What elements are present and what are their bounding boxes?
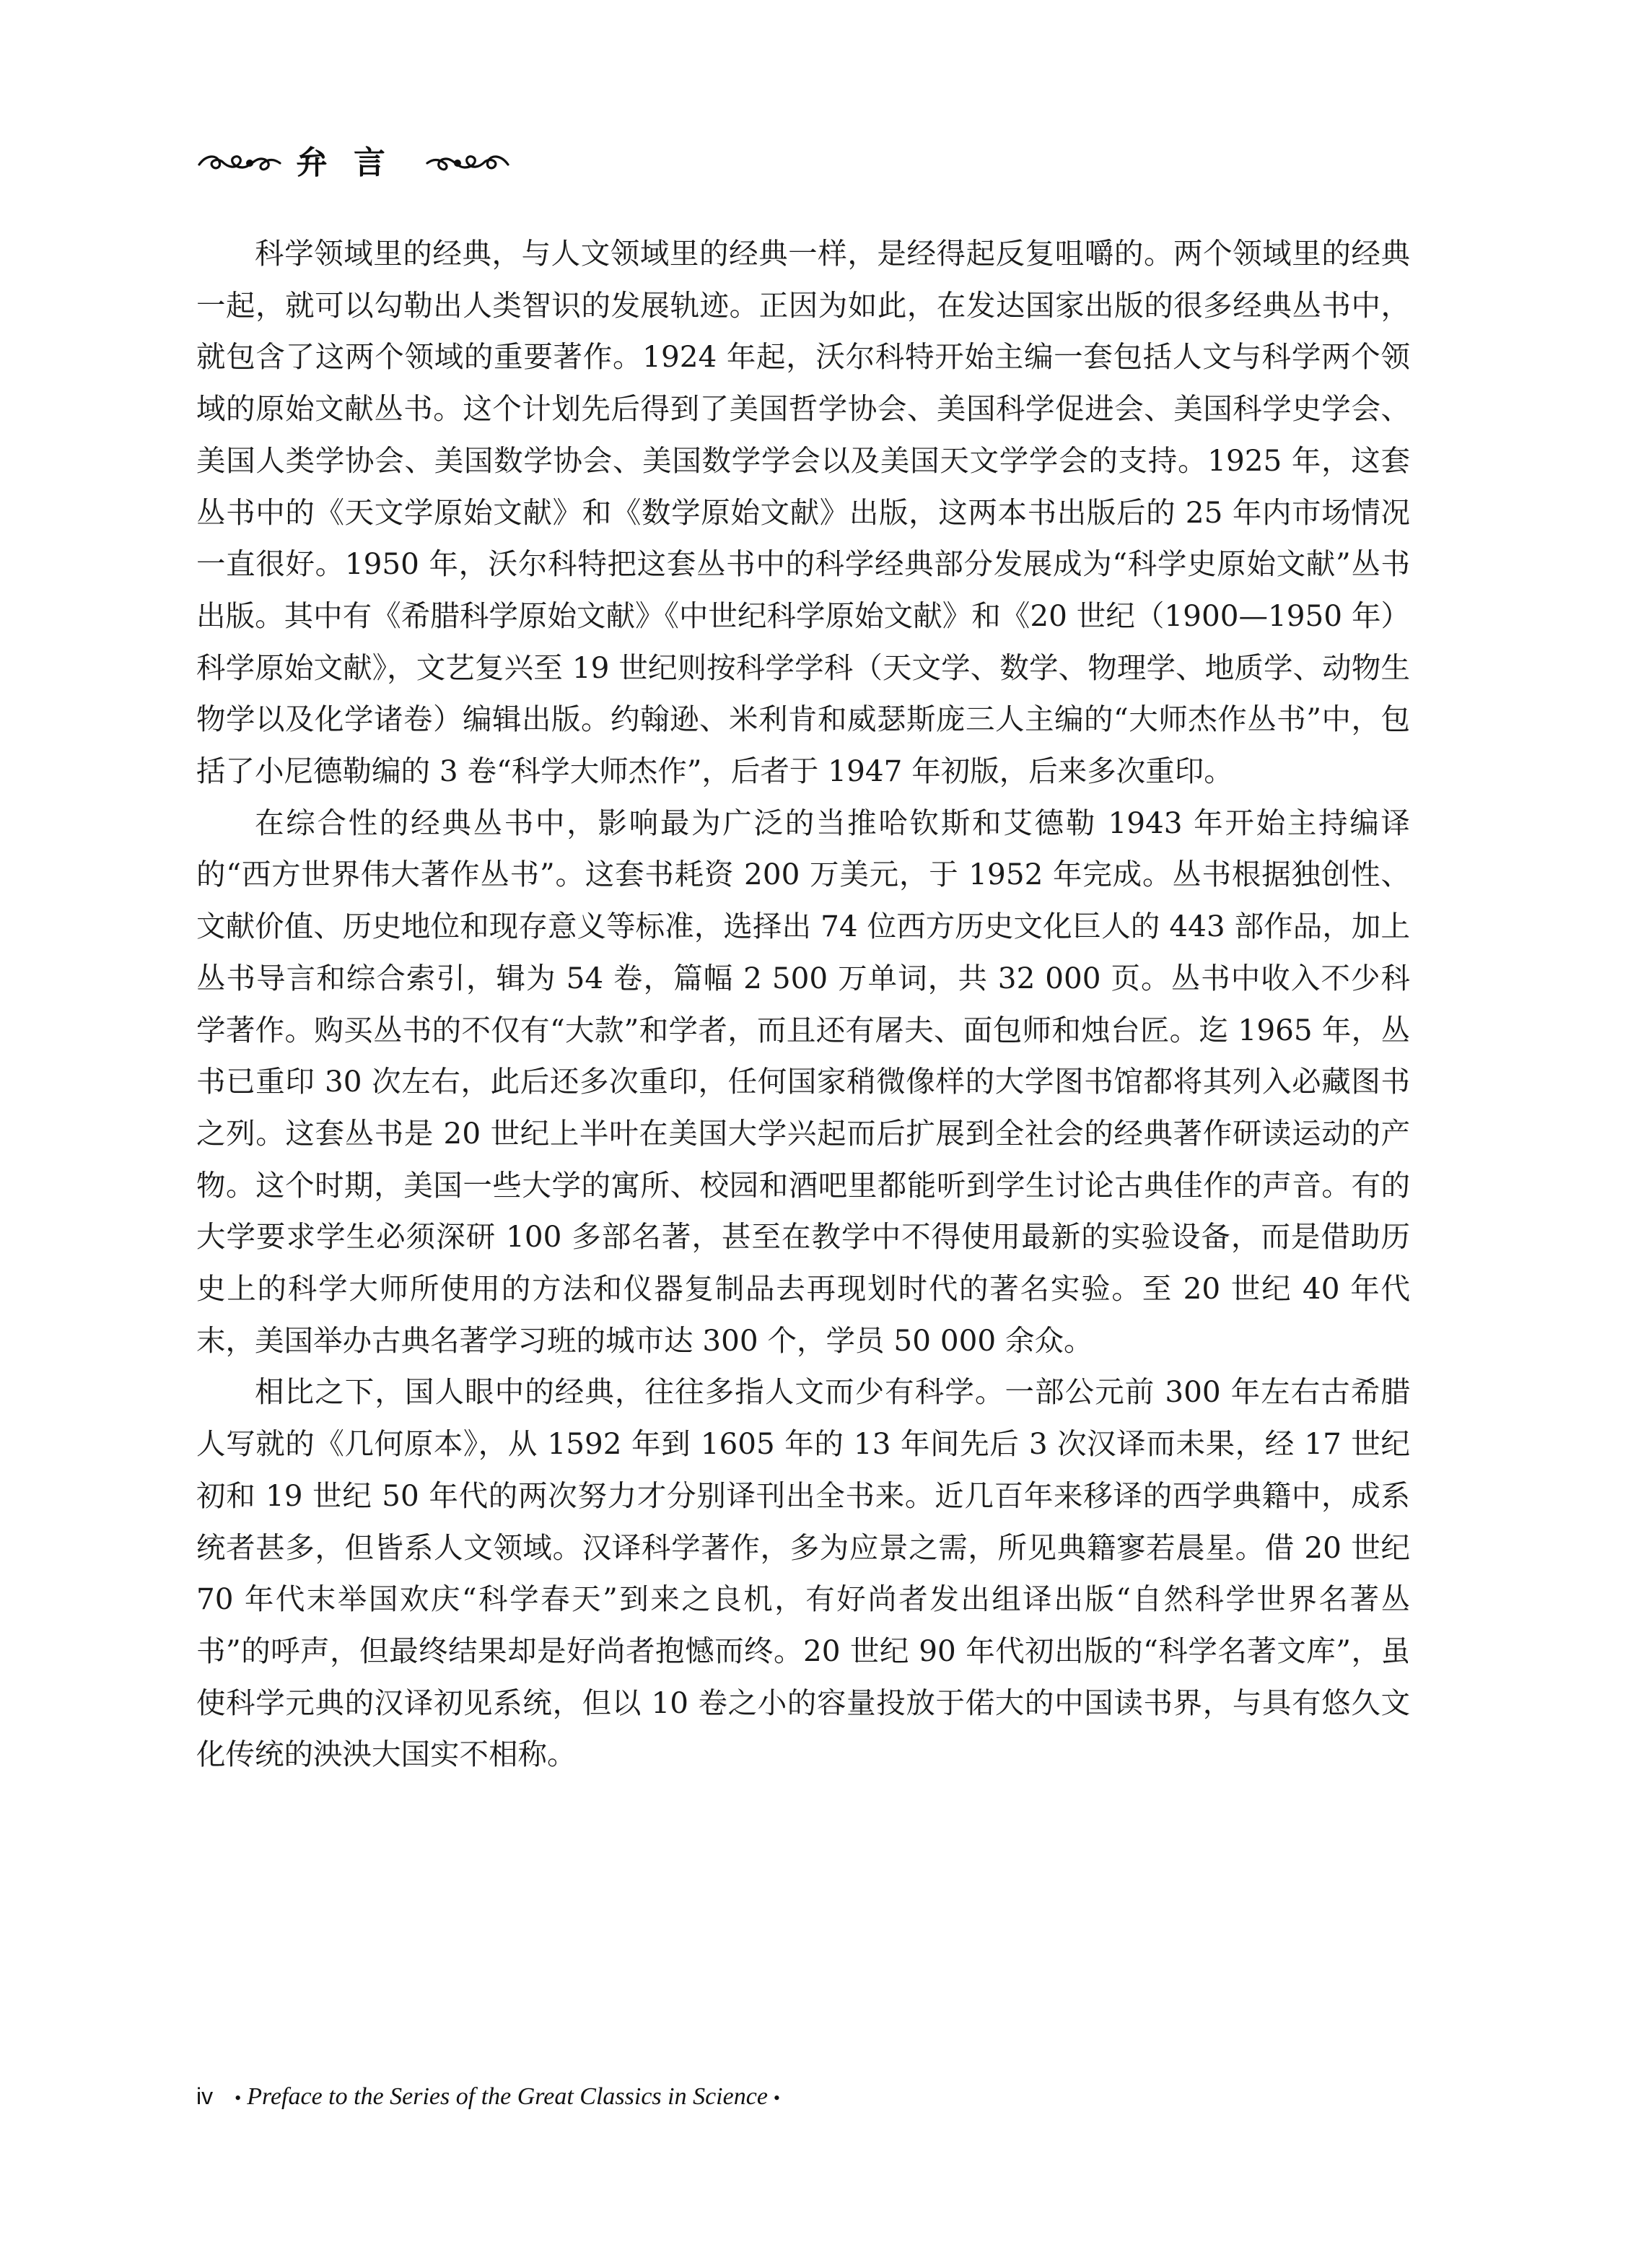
paragraph: 相比之下，国人眼中的经典，往往多指人文而少有科学。一部公元前 300 年左右古希腊人写就的《几何原本》，从 1592 年到 1605 年的 13 年间先后 3 次汉译而未果，经 17 世纪初和 19 世纪 50 年代的两次努力才分别译刊出全书来。近几百年来移译的西学典籍中，成系统者甚多，但皆系人文领域。汉译科学著作，多为应景之需，所见典籍寥若晨星。借 20 世纪 70 年代末举国欢庆“科学春天”到来之良机，有好尚者发出组译出版“自然科学世界名著丛书”的呼声，但最终结果却是好尚者抱憾而终。20 世纪 90 年代初出版的“科学名著文库”，虽使科学元典的汉译初见系统，但以 10 卷之小的容量投放于偌大的中国读书界，与具有悠久文化传统的泱泱大国实不相称。 — [196, 1374, 1410, 1772]
right-ornament-icon — [424, 149, 511, 178]
chapter-header — [196, 141, 511, 185]
paragraph: 在综合性的经典丛书中，影响最为广泛的当推哈钦斯和艾德勒 1943 年开始主持编译的“西方世界伟大著作丛书”。这套书耗资 200 万美元，于 1952 年完成。丛书根据独创性、文献价值、历史地位和现存意义等标准，选择出 74 位西方历史文化巨人的 443 部作品，加上丛书导言和综合索引，辑为 54 卷，篇幅 2 500 万单词，共 32 000 页。丛书中收入不少科学著作。购买丛书的不仅有“大款”和学者，而且还有屠夫、面包师和烛台匠。迄 1965 年，丛书已重印 30 次左右，此后还多次重印，任何国家稍微像样的大学图书馆都将其列入必藏图书之列。这套丛书是 20 世纪上半叶在美国大学兴起而后扩展到全社会的经典著作研读运动的产物。这个时期，美国一些大学的寓所、校园和酒吧里都能听到学生讨论古典佳作的声音。有的大学要求学生必须深研 100 多部名著，甚至在教学中不得使用最新的实验设备，而是借助历史上的科学大师所使用的方法和仪器复制品去再现划时代的著名实验。至 20 世纪 40 年代末，美国举办古典名著学习班的城市达 300 个，学员 50 000 余众。 — [196, 805, 1410, 1358]
bullet-left: • — [235, 2088, 242, 2108]
body-text — [196, 228, 1410, 1781]
left-ornament-icon — [196, 149, 283, 178]
page-footer — [196, 2079, 780, 2116]
chapter-title: 弁言 — [296, 144, 411, 181]
running-title: Preface to the Series of the Great Classics in Science — [247, 2083, 768, 2110]
bullet-right: • — [773, 2088, 781, 2108]
paragraph: 科学领域里的经典，与人文领域里的经典一样，是经得起反复咀嚼的。两个领域里的经典一起，就可以勾勒出人类智识的发展轨迹。正因为如此，在发达国家出版的很多经典丛书中，就包含了这两个领域的重要著作。1924 年起，沃尔科特开始主编一套包括人文与科学两个领域的原始文献丛书。这个计划先后得到了美国哲学协会、美国科学促进会、美国科学史学会、美国人类学协会、美国数学协会、美国数学学会以及美国天文学学会的支持。1925 年，这套丛书中的《天文学原始文献》和《数学原始文献》出版，这两本书出版后的 25 年内市场情况一直很好。1950 年，沃尔科特把这套丛书中的科学经典部分发展成为“科学史原始文献”丛书出版。其中有《希腊科学原始文献》《中世纪科学原始文献》和《20 世纪（1900—1950 年）科学原始文献》，文艺复兴至 19 世纪则按科学学科（天文学、数学、物理学、地质学、动物生物学以及化学诸卷）编辑出版。约翰逊、米利肯和威瑟斯庞三人主编的“大师杰作丛书”中，包括了小尼德勒编的 3 卷“科学大师杰作”，后者于 1947 年初版，后来多次重印。 — [196, 236, 1410, 789]
page-number: iv — [196, 2083, 214, 2109]
